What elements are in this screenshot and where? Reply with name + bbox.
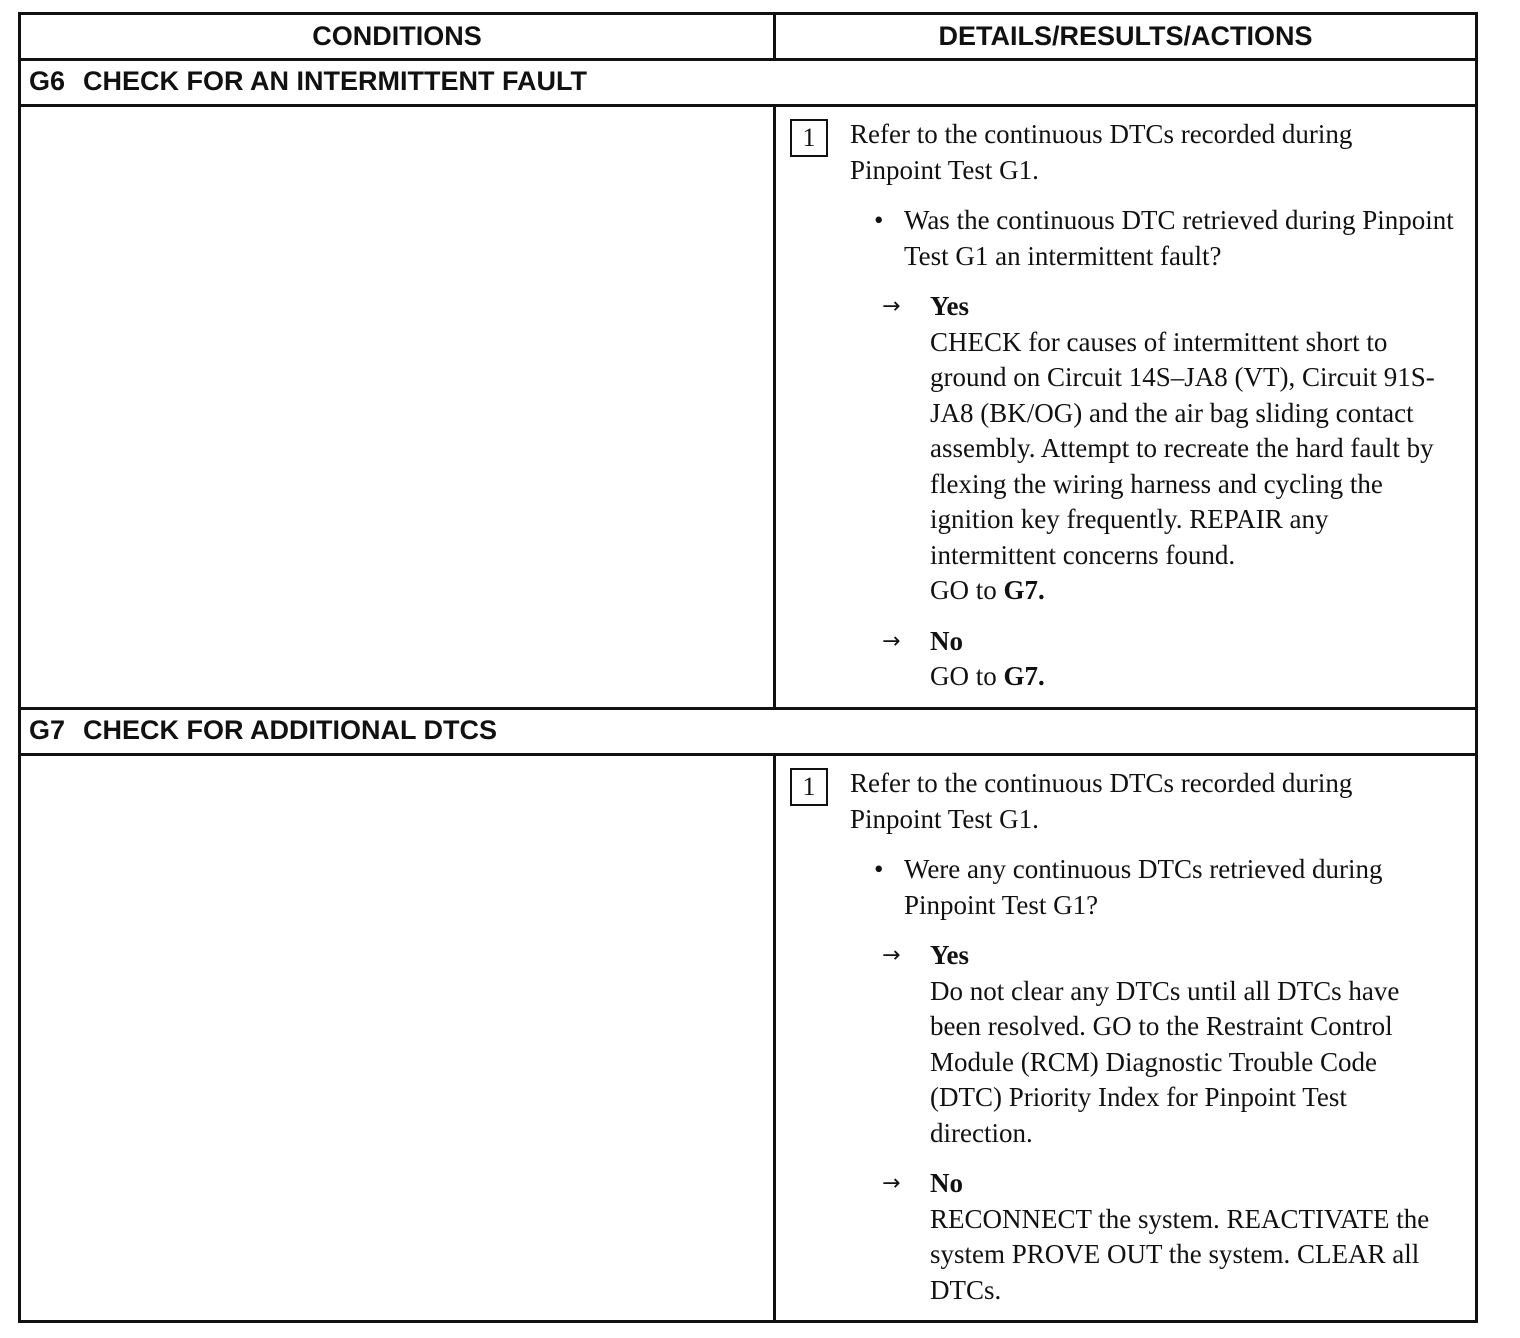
goto-target: G7.	[1003, 575, 1045, 605]
section-code: G7	[29, 715, 66, 745]
yes-action-text: CHECK for causes of intermittent short to ground on Circuit 14S–JA8 (VT), Circuit 91S-JA8 (BK/OG) and the air bag sliding contact assembly. Attempt to recreate the hard fault by flexing the wiring harness and cycling the ignition key frequently. REPAIR any intermittent concerns found.	[930, 326, 1435, 570]
question-text: Were any continuous DTCs retrieved during Pinpoint Test G1?	[904, 854, 1383, 920]
table-header	[21, 15, 1475, 61]
yes-action: Do not clear any DTCs until all DTCs have been resolved. GO to the Restraint Control Module (RCM) Diagnostic Trouble Code (DTC) Priority Index for Pinpoint Test direction.	[930, 975, 1400, 1148]
conditions-header: CONDITIONS	[21, 15, 776, 58]
step-number-box: 1	[790, 768, 828, 806]
section-title-g7	[21, 710, 1475, 756]
section-title-g6	[21, 61, 1475, 107]
section-body-g6	[21, 107, 1475, 710]
section-body-g7	[21, 756, 1475, 1320]
yes-label: Yes	[930, 291, 969, 321]
no-label: No	[930, 1168, 963, 1198]
conditions-cell	[21, 107, 776, 707]
question-item	[874, 203, 1464, 274]
no-action	[930, 659, 1450, 695]
diagnostic-table	[18, 12, 1478, 1323]
no-result	[882, 1166, 1461, 1308]
actions-cell	[776, 107, 1475, 707]
step-instruction: Refer to the continuous DTCs recorded during Pinpoint Test G1.	[850, 768, 1353, 834]
details-header: DETAILS/RESULTS/ACTIONS	[938, 21, 1313, 51]
step-number-box: 1	[790, 119, 828, 157]
arrow-right-icon: →	[882, 943, 901, 968]
goto-target: G7.	[1003, 661, 1045, 691]
step-instruction: Refer to the continuous DTCs recorded during Pinpoint Test G1.	[850, 119, 1353, 185]
no-result	[882, 624, 1461, 695]
arrow-right-icon: →	[882, 628, 901, 654]
arrow-right-icon: →	[882, 294, 901, 319]
no-label: No	[930, 625, 963, 656]
question-text: Was the continuous DTC retrieved during Pinpoint Test G1 an intermittent fault?	[904, 205, 1454, 271]
yes-result	[882, 938, 1461, 1151]
yes-action	[930, 325, 1450, 609]
section-heading: CHECK FOR AN INTERMITTENT FAULT	[83, 66, 587, 96]
actions-cell	[776, 756, 1475, 1320]
yes-result	[882, 289, 1461, 609]
test-step	[790, 766, 1461, 1308]
bullet-icon: •	[874, 854, 884, 884]
bullet-icon: •	[874, 205, 884, 235]
section-code: G6	[29, 66, 66, 96]
section-heading: CHECK FOR ADDITIONAL DTCS	[83, 715, 498, 745]
question-item	[874, 852, 1464, 923]
no-action: RECONNECT the system. REACTIVATE the system PROVE OUT the system. CLEAR all DTCs.	[930, 1203, 1430, 1305]
test-step	[790, 117, 1461, 695]
goto-prefix: GO to	[930, 661, 1004, 691]
yes-label: Yes	[930, 940, 969, 970]
arrow-right-icon: →	[882, 1171, 901, 1196]
conditions-cell	[21, 756, 776, 1320]
goto-prefix: GO to	[930, 575, 1004, 605]
